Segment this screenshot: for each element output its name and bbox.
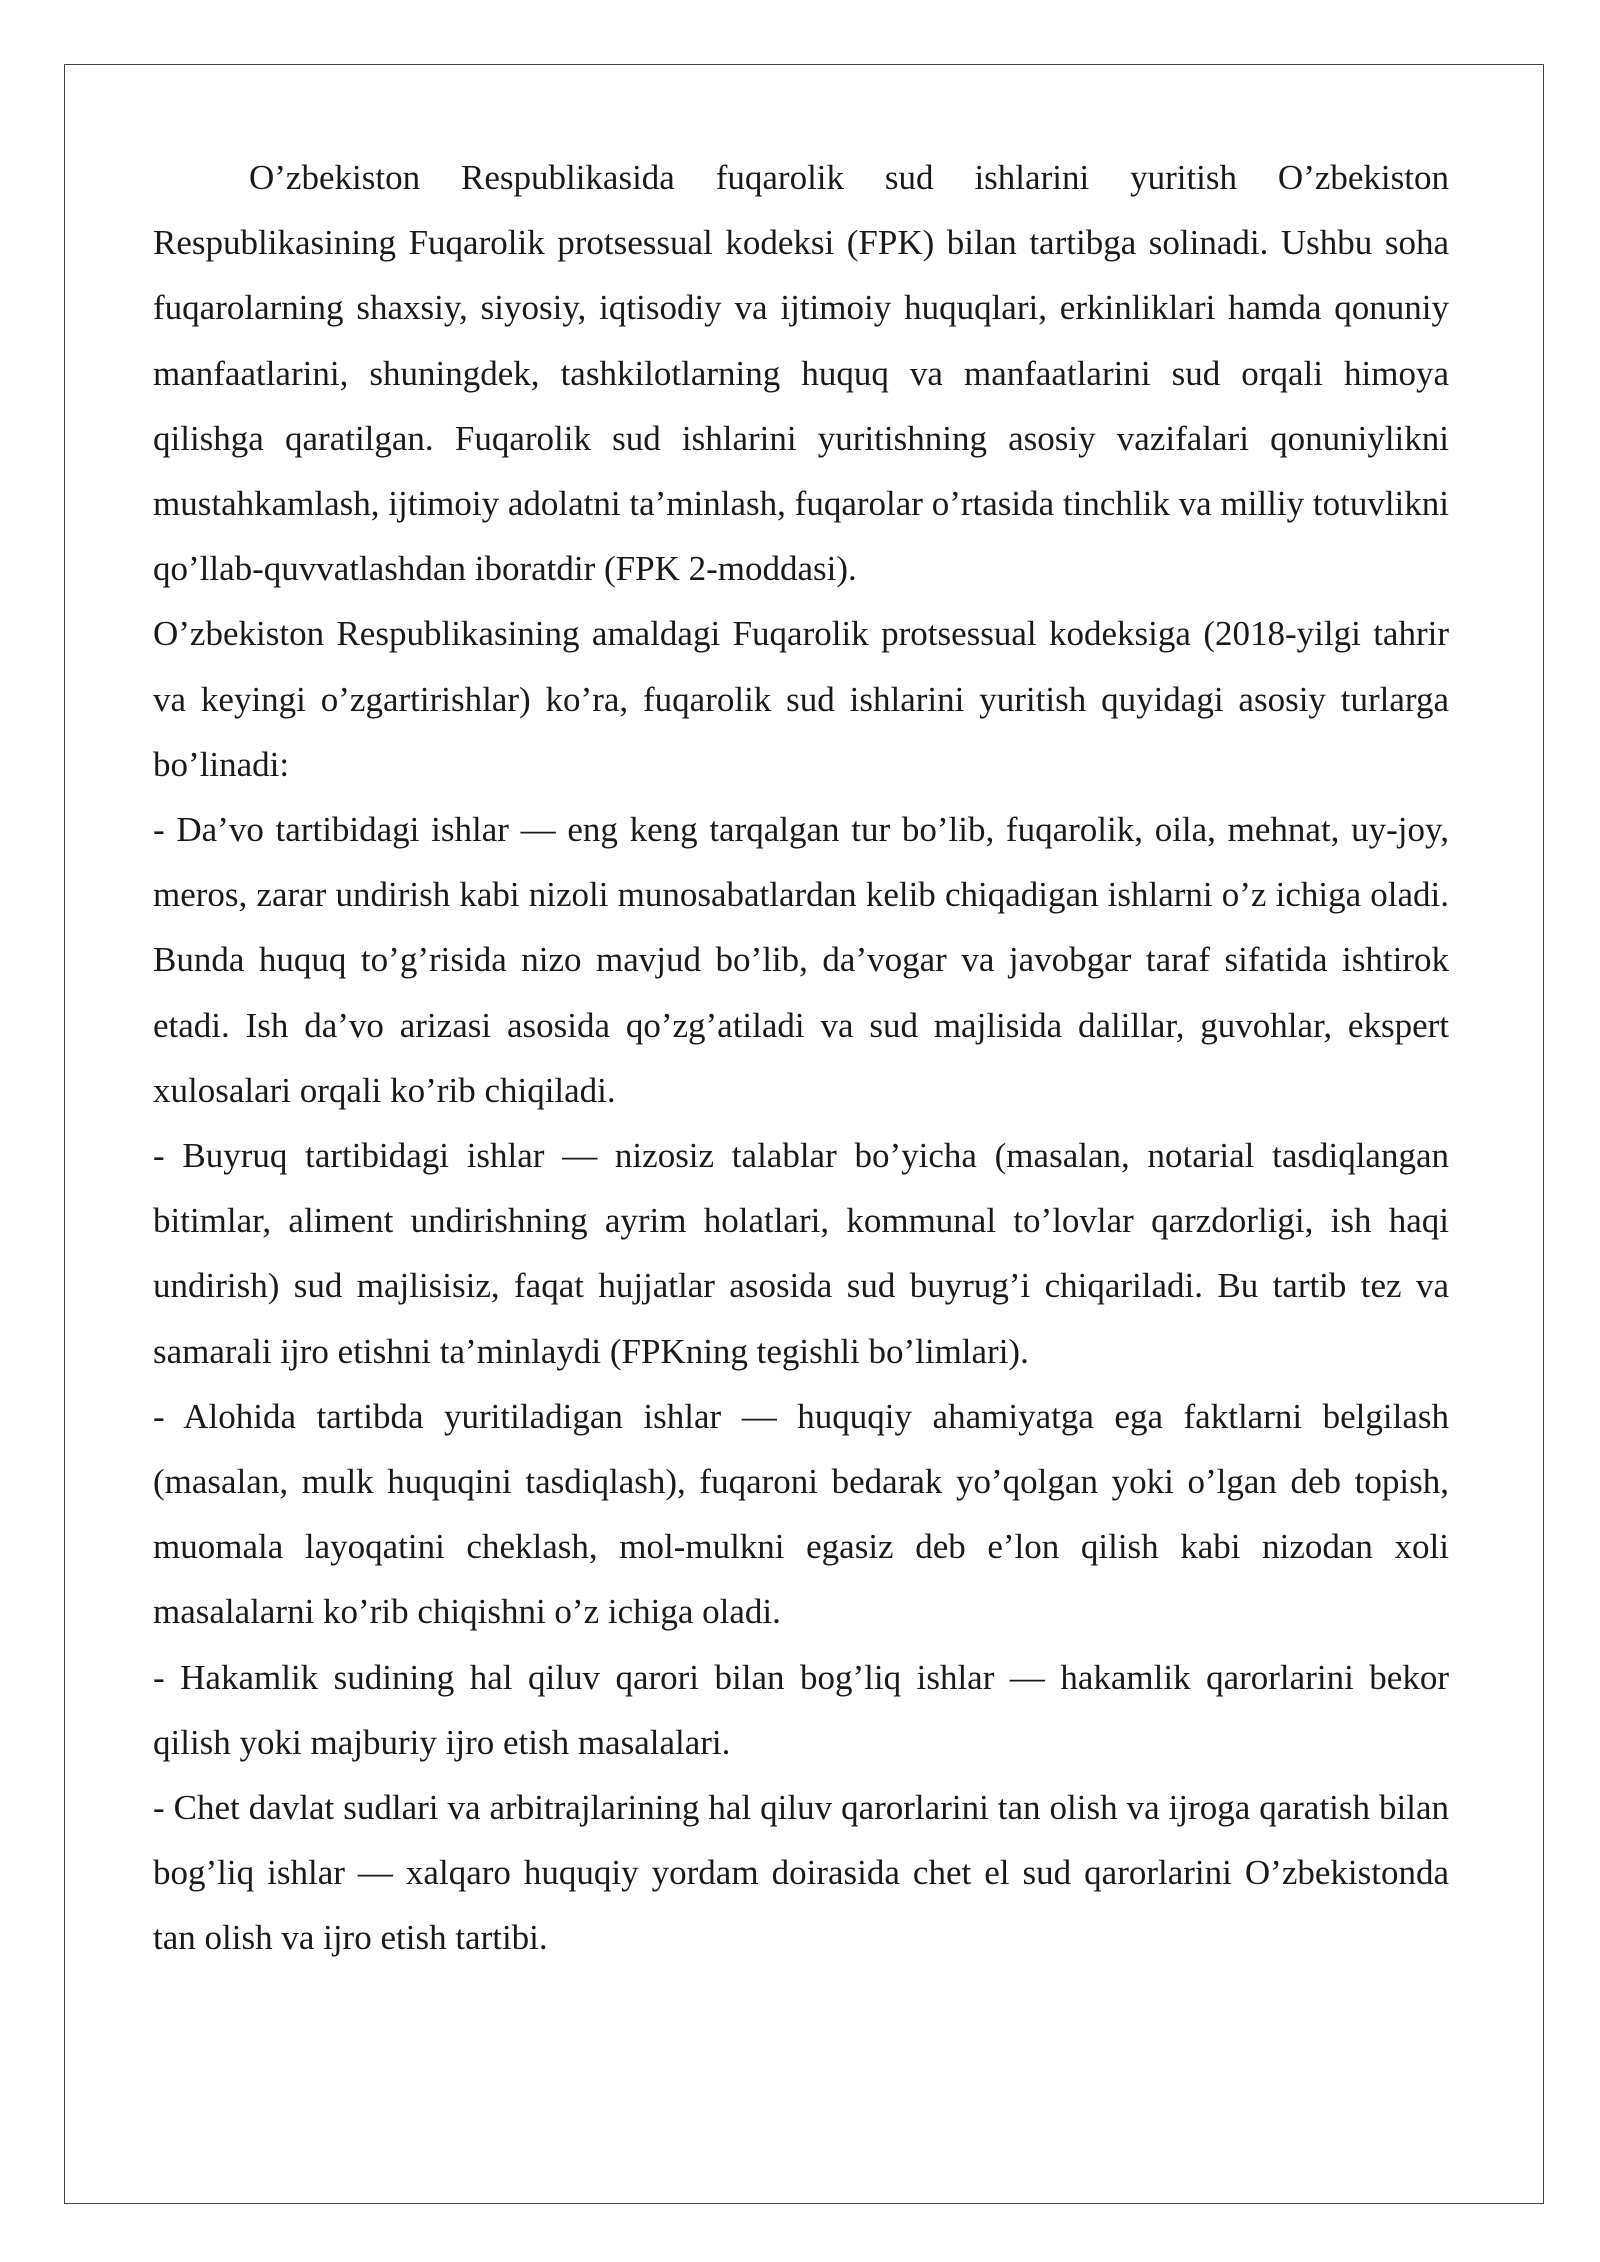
list-item-alohida: - Alohida tartibda yuritiladigan ishlar — huquqiy ahamiyatga ega faktlarni belgilash (masalan, mulk huquqini tasdiqlash), fuqaroni bedarak yo’qolgan yoki o’lgan deb topish, muomala layoqatini cheklash, mol-mulkni egasiz deb e’lon qilish kabi nizodan xoli masalalarni ko’rib chiqishni o’z ichiga oladi. [153,1396,1449,1632]
list-item-davo: - Da’vo tartibidagi ishlar — eng keng tarqalgan tur bo’lib, fuqarolik, oila, mehnat, uy-joy, meros, zarar undirish kabi nizoli munosabatlardan kelib chiqadigan ishlarni o’z ichiga oladi. Bunda huquq to’g’risida nizo mavjud bo’lib, da’vogar va javobgar taraf sifatida ishtirok etadi. Ish da’vo arizasi asosida qo’zg’atiladi va sud majlisida dalillar, guvohlar, ekspert xulosalari orqali ko’rib chiqiladi. [153,810,1449,1110]
list-item-chet-davlat: - Chet davlat sudlari va arbitrajlarining hal qiluv qarorlarini tan olish va ijroga qaratish bilan bog’liq ishlar — xalqaro huquqiy yordam doirasida chet el sud qarorlarini O’zbekistonda tan olish va ijro etish tartibi. [153,1788,1449,1958]
list-item-buyruq: - Buyruq tartibidagi ishlar — nizosiz talablar bo’yicha (masalan, notarial tasdiqlangan bitimlar, aliment undirishning ayrim holatlari, kommunal to’lovlar qarzdorligi, ish haqi undirish) sud majlisisiz, faqat hujjatlar asosida sud buyrug’i chiqariladi. Bu tartib tez va samarali ijro etishni ta’minlaydi (FPKning tegishli bo’limlari). [153,1136,1449,1371]
list-item-hakamlik: - Hakamlik sudining hal qiluv qarori bilan bog’liq ishlar — hakamlik qarorlarini bekor qilish yoki majburiy ijro etish masalalari. [153,1657,1449,1762]
paragraph-intro: O’zbekiston Respublikasida fuqarolik sud ishlarini yuritish O’zbekiston Respublikasining Fuqarolik protsessual kodeksi (FPK) bilan tartibga solinadi. Ushbu soha fuqarolarning shaxsiy, siyosiy, iqtisodiy va ijtimoiy huquqlari, erkinliklari hamda qonuniy manfaatlarini, shuningdek, tashkilotlarning huquq va manfaatlarini sud orqali himoya qilishga qaratilgan. Fuqarolik sud ishlarini yuritishning asosiy vazifalari qonuniylikni mustahkamlash, ijtimoiy adolatni ta’minlash, fuqarolar o’rtasida tinchlik va milliy totuvlikni qo’llab-quvvatlashdan iboratdir (FPK 2-moddasi). [153,158,1449,589]
document-body [153,145,1449,1971]
paragraph-types-intro: O’zbekiston Respublikasining amaldagi Fuqarolik protsessual kodeksiga (2018-yilgi tahrir va keyingi o’zgartirishlar) ko’ra, fuqarolik sud ishlarini yuritish quyidagi asosiy turlarga bo’linadi: [153,614,1449,784]
